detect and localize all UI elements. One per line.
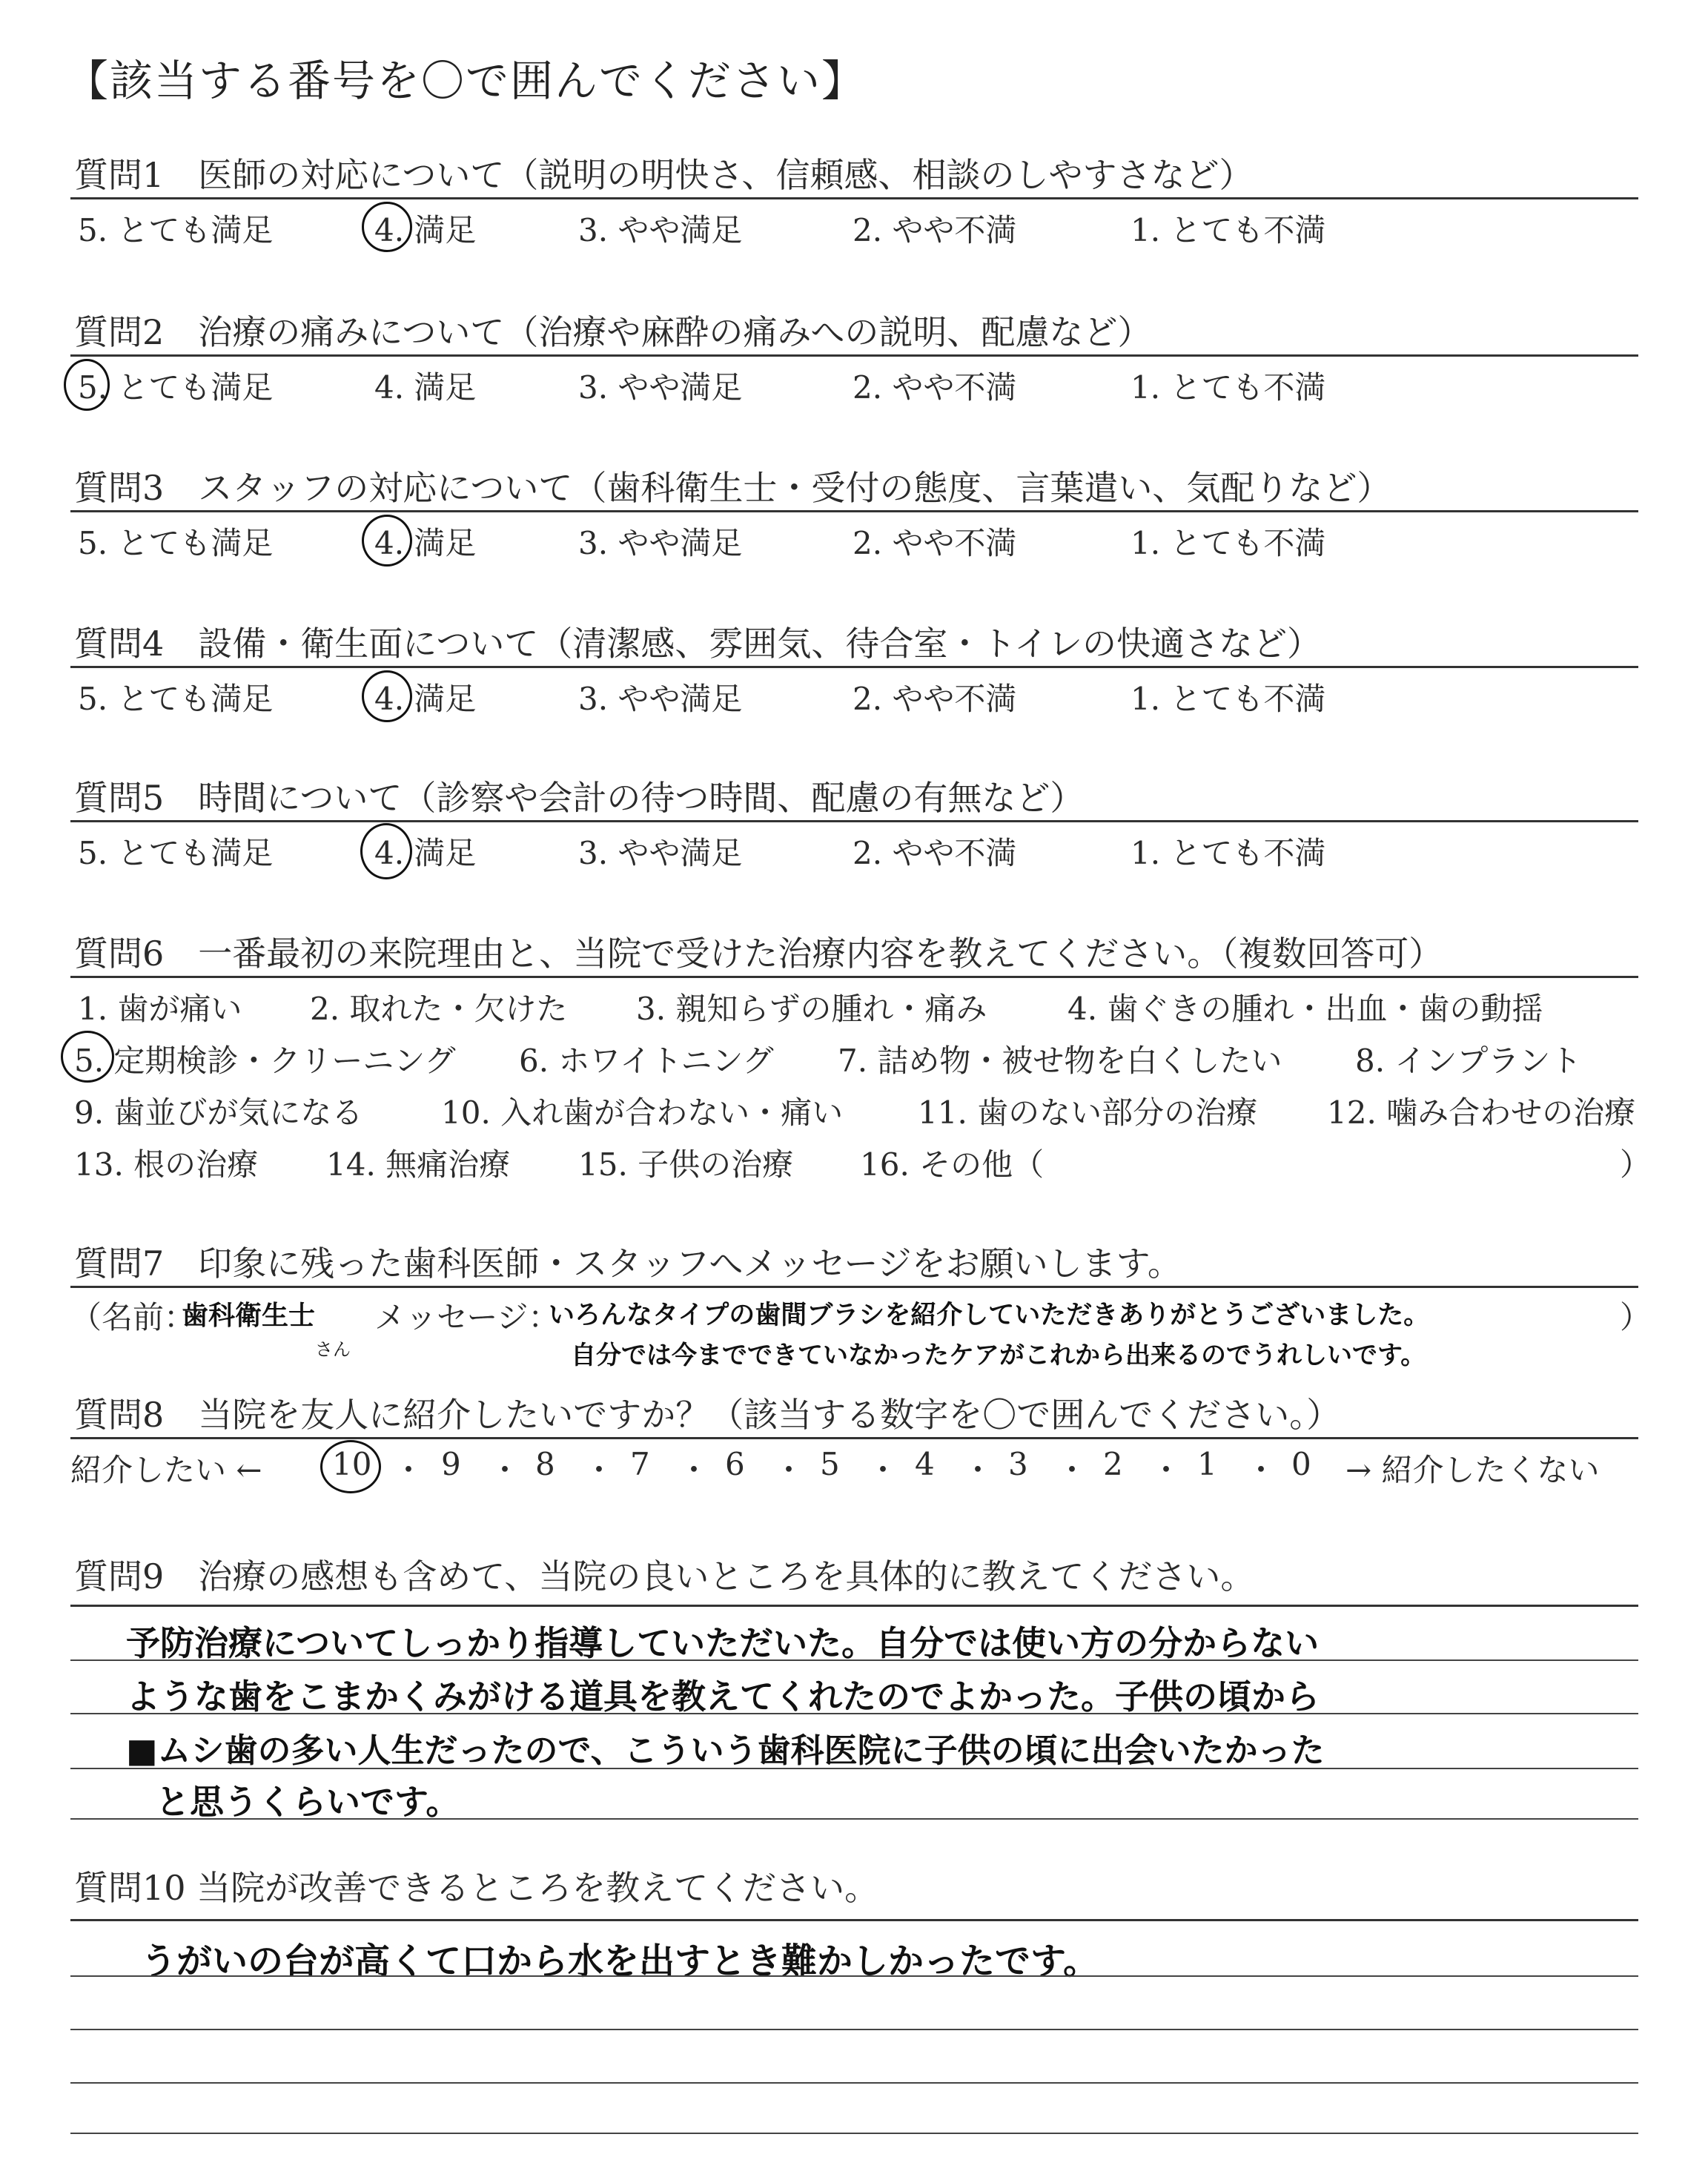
q9-answer-line-1[interactable]: 予防治療についてしっかり指導していただいた。自分では使い方の分からない — [126, 1623, 1320, 1663]
q5-option-3[interactable]: 3. やや満足 — [578, 835, 743, 871]
divider — [70, 1286, 1638, 1288]
q6-option-1[interactable]: 1. 歯が痛い — [78, 991, 242, 1027]
writing-line — [70, 1818, 1638, 1820]
q8-scale-5[interactable]: 5 — [820, 1446, 840, 1482]
q7-message-line-2[interactable]: 自分では今までできていなかったケアがこれから出来るのでうれしいです。 — [571, 1341, 1426, 1370]
q1-option-3[interactable]: 3. やや満足 — [578, 212, 743, 248]
question-10-label: 質問10 当院が改善できるところを教えてください。 — [74, 1868, 879, 1908]
question-7-label: 質問7 印象に残った歯科医師・スタッフへメッセージをお願いします。 — [74, 1244, 1182, 1284]
writing-line — [70, 2133, 1638, 2134]
q2-option-1[interactable]: 1. とても不満 — [1131, 369, 1326, 406]
q6-option-6[interactable]: 6. ホワイトニング — [519, 1043, 774, 1079]
page-title: 【該当する番号を〇で囲んでください】 — [65, 56, 867, 106]
q2-option-5[interactable]: 5. とても満足 — [78, 369, 274, 406]
selection-circle-mark — [61, 1031, 114, 1083]
q6-close-paren: ） — [1620, 1146, 1652, 1183]
q7-name-suffix: さん — [315, 1339, 351, 1360]
q8-scale-7[interactable]: 7 — [630, 1446, 650, 1482]
q8-scale-dot: ・ — [1245, 1452, 1277, 1488]
q1-option-2[interactable]: 2. やや不満 — [853, 212, 1017, 248]
q7-close-paren: ） — [1620, 1299, 1652, 1335]
q6-option-15[interactable]: 15. 子供の治療 — [578, 1146, 794, 1183]
writing-line — [70, 1768, 1638, 1769]
question-2-label: 質問2 治療の痛みについて（治療や麻酔の痛みへの説明、配慮など） — [74, 312, 1152, 352]
q6-option-5[interactable]: 5. 定期検診・クリーニング — [74, 1043, 456, 1079]
q4-option-2[interactable]: 2. やや不満 — [853, 681, 1017, 717]
question-8-label: 質問8 当院を友人に紹介したいですか？（該当する数字を〇で囲んでください。） — [74, 1395, 1341, 1435]
q6-option-3[interactable]: 3. 親知らずの腫れ・痛み — [636, 991, 987, 1027]
selection-circle-mark — [362, 670, 412, 722]
divider — [70, 976, 1638, 978]
q5-option-2[interactable]: 2. やや不満 — [853, 835, 1017, 871]
q2-option-3[interactable]: 3. やや満足 — [578, 369, 743, 406]
q8-scale-dot: ・ — [393, 1452, 425, 1488]
divider — [70, 1437, 1638, 1439]
selection-circle-mark — [320, 1440, 381, 1493]
q9-answer-line-4[interactable]: と思うくらいです。 — [156, 1782, 460, 1822]
q8-scale-3[interactable]: 3 — [1008, 1446, 1028, 1482]
writing-line — [70, 2029, 1638, 2030]
q8-scale-1[interactable]: 1 — [1197, 1446, 1217, 1482]
q8-left-label: 紹介したい ← — [70, 1452, 262, 1488]
q7-message-label: メッセージ： — [374, 1299, 560, 1335]
q8-right-label: → 紹介したくない — [1345, 1452, 1600, 1488]
q4-option-3[interactable]: 3. やや満足 — [578, 681, 743, 717]
divider — [70, 1919, 1638, 1921]
q8-scale-10[interactable]: 10 — [332, 1446, 372, 1482]
question-5-label: 質問5 時間について（診察や会計の待つ時間、配慮の有無など） — [74, 778, 1085, 818]
q8-scale-dot: ・ — [773, 1452, 805, 1488]
q2-option-4[interactable]: 4. 満足 — [374, 369, 477, 406]
q7-message-line-1[interactable]: いろんなタイプの歯間ブラシを紹介していただきありがとうございました。 — [549, 1301, 1430, 1330]
q8-scale-dot: ・ — [1056, 1452, 1088, 1488]
q10-answer-line-1[interactable]: うがいの台が高くて口から水を出すとき難かしかったです。 — [141, 1941, 1099, 1982]
q8-scale-dot: ・ — [1151, 1452, 1182, 1488]
q8-scale-dot: ・ — [583, 1452, 615, 1488]
writing-line — [70, 1975, 1638, 1977]
q5-option-1[interactable]: 1. とても不満 — [1131, 835, 1326, 871]
q8-scale-dot: ・ — [678, 1452, 710, 1488]
q5-option-4[interactable]: 4. 満足 — [374, 835, 477, 871]
q8-scale-4[interactable]: 4 — [915, 1446, 935, 1482]
q6-option-14[interactable]: 14. 無痛治療 — [326, 1146, 511, 1183]
q8-scale-0[interactable]: 0 — [1291, 1446, 1311, 1482]
q3-option-5[interactable]: 5. とても満足 — [78, 525, 274, 561]
divider — [70, 510, 1638, 512]
q6-option-4[interactable]: 4. 歯ぐきの腫れ・出血・歯の動揺 — [1068, 991, 1543, 1027]
divider — [70, 820, 1638, 822]
q3-option-3[interactable]: 3. やや満足 — [578, 525, 743, 561]
question-9-label: 質問9 治療の感想も含めて、当院の良いところを具体的に教えてください。 — [74, 1556, 1255, 1596]
q3-option-1[interactable]: 1. とても不満 — [1131, 525, 1326, 561]
q8-scale-dot: ・ — [962, 1452, 994, 1488]
q3-option-4[interactable]: 4. 満足 — [374, 525, 477, 561]
question-1-label: 質問1 医師の対応について（説明の明快さ、信頼感、相談のしやすさなど） — [74, 155, 1254, 195]
q1-option-1[interactable]: 1. とても不満 — [1131, 212, 1326, 248]
divider — [70, 666, 1638, 668]
q8-scale-8[interactable]: 8 — [535, 1446, 555, 1482]
q6-option-7[interactable]: 7. 詰め物・被せ物を白くしたい — [838, 1043, 1282, 1079]
q3-option-2[interactable]: 2. やや不満 — [853, 525, 1017, 561]
q8-scale-9[interactable]: 9 — [441, 1446, 461, 1482]
q6-option-2[interactable]: 2. 取れた・欠けた — [310, 991, 568, 1027]
question-4-label: 質問4 設備・衛生面について（清潔感、雰囲気、待合室・トイレの快適さなど） — [74, 624, 1322, 664]
selection-circle-mark — [362, 202, 412, 252]
q6-option-9[interactable]: 9. 歯並びが気になる — [74, 1094, 363, 1131]
q6-option-8[interactable]: 8. インプラント — [1355, 1043, 1582, 1079]
q1-option-4[interactable]: 4. 満足 — [374, 212, 477, 248]
q6-option-11[interactable]: 11. 歯のない部分の治療 — [918, 1094, 1258, 1131]
q6-option-12[interactable]: 12. 噛み合わせの治療 — [1327, 1094, 1636, 1131]
q6-option-16[interactable]: 16. その他（ — [860, 1146, 1045, 1183]
question-3-label: 質問3 スタッフの対応について（歯科衛生士・受付の態度、言葉遣い、気配りなど） — [74, 468, 1391, 508]
question-6-label: 質問6 一番最初の来院理由と、当院で受けた治療内容を教えてください。（複数回答可） — [74, 934, 1443, 974]
divider — [70, 354, 1638, 357]
selection-circle-mark — [360, 823, 412, 879]
q5-option-5[interactable]: 5. とても満足 — [78, 835, 274, 871]
q1-option-5[interactable]: 5. とても満足 — [78, 212, 274, 248]
q9-answer-line-3[interactable]: ■ムシ歯の多い人生だったので、こういう歯科医院に子供の頃に出会いたかった — [126, 1731, 1325, 1770]
q2-option-2[interactable]: 2. やや不満 — [853, 369, 1017, 406]
q7-name-value[interactable]: 歯科衛生士 — [182, 1301, 316, 1331]
writing-line — [70, 1659, 1638, 1661]
q8-scale-6[interactable]: 6 — [725, 1446, 745, 1482]
q4-option-5[interactable]: 5. とても満足 — [78, 681, 274, 717]
divider — [70, 197, 1638, 199]
q8-scale-dot: ・ — [489, 1452, 521, 1488]
writing-line — [70, 1713, 1638, 1714]
selection-circle-mark — [362, 515, 412, 567]
q9-answer-line-2[interactable]: ような歯をこまかくみがける道具を教えてくれたのでよかった。子供の頃から — [126, 1677, 1320, 1717]
q6-option-10[interactable]: 10. 入れ歯が合わない・痛い — [441, 1094, 844, 1131]
q4-option-1[interactable]: 1. とても不満 — [1131, 681, 1326, 717]
q8-scale-dot: ・ — [867, 1452, 899, 1488]
q8-scale-2[interactable]: 2 — [1103, 1446, 1123, 1482]
q6-option-13[interactable]: 13. 根の治療 — [74, 1146, 259, 1183]
q7-name-label: （名前： — [70, 1299, 196, 1335]
selection-circle-mark — [64, 359, 110, 411]
divider — [70, 1605, 1638, 1607]
q4-option-4[interactable]: 4. 満足 — [374, 681, 477, 717]
writing-line — [70, 2082, 1638, 2084]
